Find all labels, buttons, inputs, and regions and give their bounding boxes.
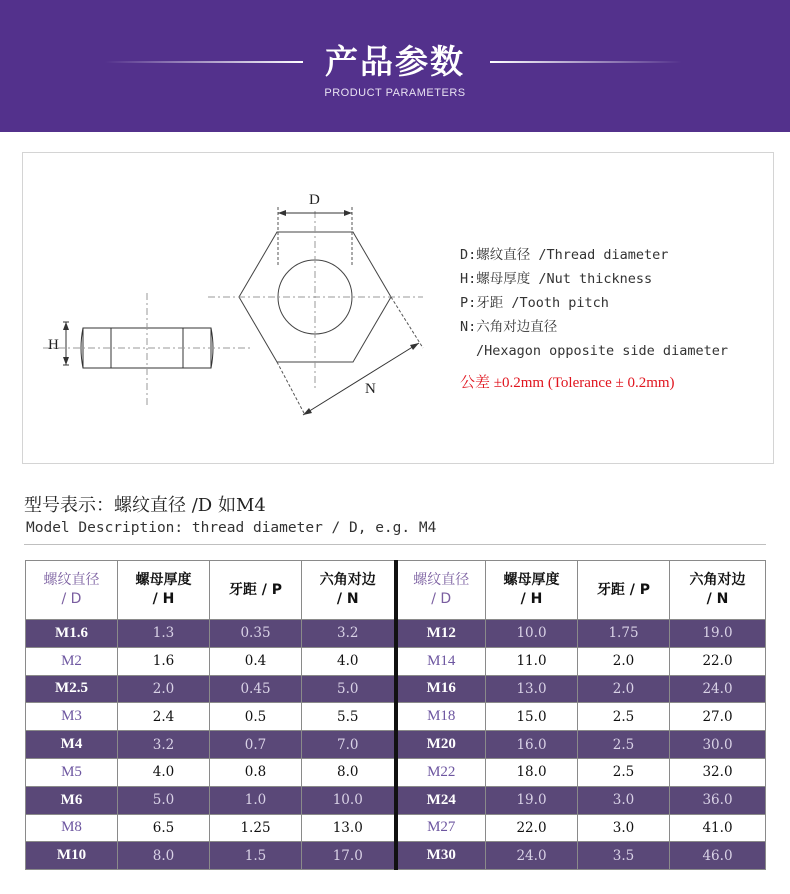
value-cell: 3.5 [578, 842, 670, 870]
size-cell: M18 [396, 703, 486, 731]
page-subtitle: PRODUCT PARAMETERS [324, 87, 466, 99]
size-cell: M2.5 [26, 675, 118, 703]
size-cell: M16 [396, 675, 486, 703]
header-pitch: 牙距 / P [578, 561, 670, 620]
size-cell: M4 [26, 731, 118, 759]
header-nut-thickness: 螺母厚度 / H [118, 561, 210, 620]
divider [24, 544, 766, 545]
value-cell: 11.0 [486, 647, 578, 675]
value-cell: 0.7 [210, 731, 302, 759]
header-nut-thickness: 螺母厚度 / H [486, 561, 578, 620]
value-cell: 1.0 [210, 786, 302, 814]
table-row [26, 814, 766, 842]
value-cell: 3.2 [118, 731, 210, 759]
size-cell: M22 [396, 758, 486, 786]
nut-diagram-panel [22, 152, 774, 464]
table-row [26, 758, 766, 786]
table-row [26, 731, 766, 759]
value-cell: 22.0 [670, 647, 766, 675]
legend-p: P:牙距 /Tooth pitch [460, 295, 609, 311]
size-cell: M5 [26, 758, 118, 786]
tolerance-note: 公差 ±0.2mm (Tolerance ± 0.2mm) [460, 375, 675, 391]
legend-h: H:螺母厚度 /Nut thickness [460, 271, 653, 287]
size-cell: M30 [396, 842, 486, 870]
value-cell: 2.5 [578, 758, 670, 786]
value-cell: 2.0 [578, 675, 670, 703]
size-cell: M20 [396, 731, 486, 759]
header-rule-right [490, 61, 682, 63]
size-cell: M24 [396, 786, 486, 814]
size-cell: M1.6 [26, 620, 118, 648]
legend-n: N:六角对边直径 [460, 319, 558, 335]
value-cell: 2.0 [578, 647, 670, 675]
table-row [26, 786, 766, 814]
value-cell: 24.0 [670, 675, 766, 703]
value-cell: 46.0 [670, 842, 766, 870]
size-cell: M6 [26, 786, 118, 814]
value-cell: 2.5 [578, 731, 670, 759]
value-cell: 4.0 [118, 758, 210, 786]
size-cell: M12 [396, 620, 486, 648]
value-cell: 2.5 [578, 703, 670, 731]
model-description-cn: 型号表示：螺纹直径 /D 如M4 [24, 495, 266, 516]
value-cell: 3.0 [578, 814, 670, 842]
label-d: D [309, 192, 320, 208]
size-cell: M2 [26, 647, 118, 675]
value-cell: 1.6 [118, 647, 210, 675]
value-cell: 4.0 [302, 647, 396, 675]
label-h: H [48, 337, 59, 353]
value-cell: 41.0 [670, 814, 766, 842]
value-cell: 1.5 [210, 842, 302, 870]
value-cell: 15.0 [486, 703, 578, 731]
table-body [26, 620, 766, 870]
value-cell: 30.0 [670, 731, 766, 759]
header-pitch: 牙距 / P [210, 561, 302, 620]
table-row [26, 703, 766, 731]
value-cell: 1.25 [210, 814, 302, 842]
value-cell: 24.0 [486, 842, 578, 870]
table-row [26, 620, 766, 648]
legend-d: D:螺纹直径 /Thread diameter [460, 247, 669, 263]
value-cell: 6.5 [118, 814, 210, 842]
value-cell: 0.4 [210, 647, 302, 675]
table-header-row [26, 561, 766, 620]
model-description-en: Model Description: thread diameter / D, e.g. M4 [26, 520, 437, 536]
value-cell: 16.0 [486, 731, 578, 759]
value-cell: 18.0 [486, 758, 578, 786]
value-cell: 0.8 [210, 758, 302, 786]
value-cell: 5.0 [302, 675, 396, 703]
table-row [26, 675, 766, 703]
header-hex-width: 六角对边 / N [302, 561, 396, 620]
size-cell: M3 [26, 703, 118, 731]
spec-table [25, 560, 766, 870]
header-hex-width: 六角对边 / N [670, 561, 766, 620]
value-cell: 32.0 [670, 758, 766, 786]
size-cell: M10 [26, 842, 118, 870]
value-cell: 1.3 [118, 620, 210, 648]
size-cell: M8 [26, 814, 118, 842]
value-cell: 1.75 [578, 620, 670, 648]
value-cell: 0.5 [210, 703, 302, 731]
value-cell: 17.0 [302, 842, 396, 870]
value-cell: 5.5 [302, 703, 396, 731]
label-n: N [365, 381, 376, 397]
value-cell: 22.0 [486, 814, 578, 842]
value-cell: 0.35 [210, 620, 302, 648]
value-cell: 10.0 [486, 620, 578, 648]
legend-n-en: /Hexagon opposite side diameter [476, 343, 728, 359]
value-cell: 2.0 [118, 675, 210, 703]
value-cell: 7.0 [302, 731, 396, 759]
dimension-legend [460, 243, 728, 395]
value-cell: 27.0 [670, 703, 766, 731]
value-cell: 5.0 [118, 786, 210, 814]
value-cell: 0.45 [210, 675, 302, 703]
value-cell: 19.0 [670, 620, 766, 648]
table-row [26, 647, 766, 675]
header-thread-diameter: 螺纹直径 / D [26, 561, 118, 620]
value-cell: 8.0 [302, 758, 396, 786]
page-title: 产品参数 [325, 42, 465, 81]
size-cell: M14 [396, 647, 486, 675]
table-row [26, 842, 766, 870]
value-cell: 19.0 [486, 786, 578, 814]
size-cell: M27 [396, 814, 486, 842]
value-cell: 8.0 [118, 842, 210, 870]
value-cell: 13.0 [486, 675, 578, 703]
header-thread-diameter: 螺纹直径 / D [396, 561, 486, 620]
value-cell: 3.2 [302, 620, 396, 648]
value-cell: 2.4 [118, 703, 210, 731]
value-cell: 10.0 [302, 786, 396, 814]
value-cell: 13.0 [302, 814, 396, 842]
value-cell: 3.0 [578, 786, 670, 814]
header-banner [0, 0, 790, 132]
value-cell: 36.0 [670, 786, 766, 814]
